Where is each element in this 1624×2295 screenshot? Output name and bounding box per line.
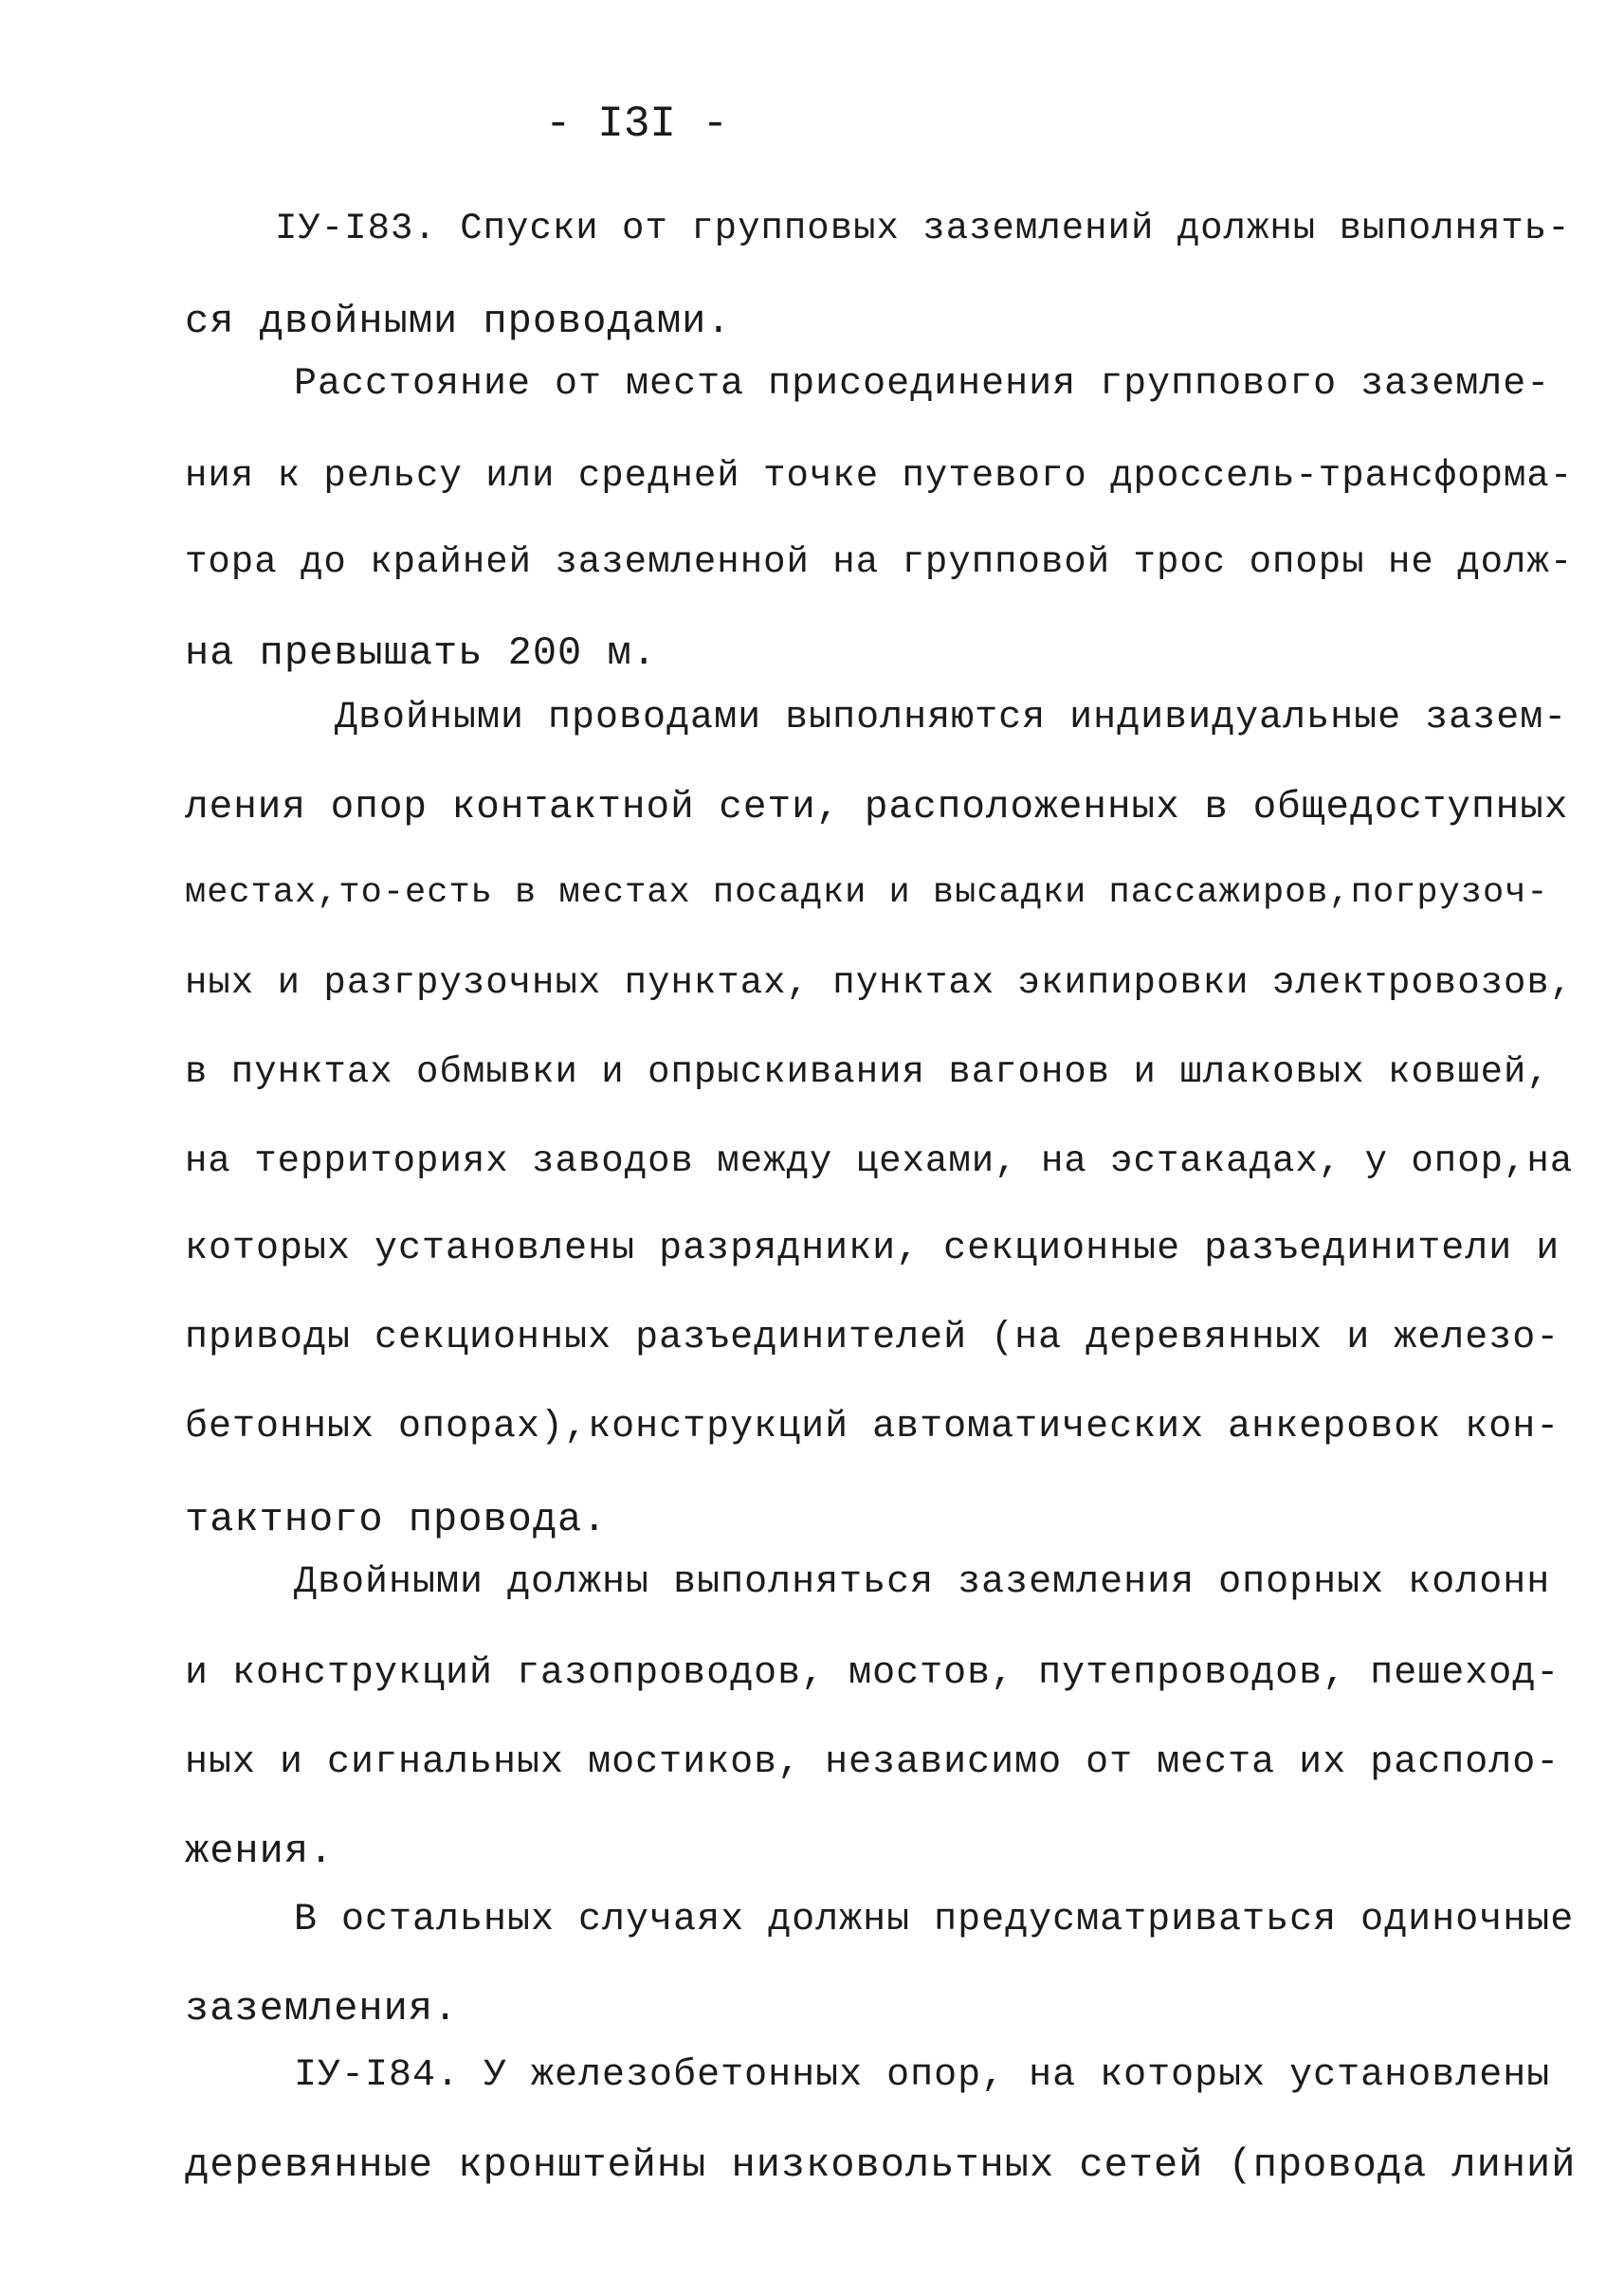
text-line: деревянные кронштейны низковольтных сетей (провода линий [185,2142,1577,2188]
text-line: Двойными должны выполняться заземления опорных колонн [294,1561,1551,1604]
text-line: которых установлены разрядники, секционные разъединители и [185,1228,1560,1270]
text-line: ся двойными проводами. [185,299,732,344]
text-line: ных и сигнальных мостиков, независимо от места их располо- [185,1741,1560,1784]
text-line: ных и разгрузочных пунктах, пунктах экипировки электровозов, [185,962,1574,1004]
text-line: IУ-I83. Спуски от групповых заземлений должны выполнять- [275,208,1571,249]
text-line: и конструкций газопроводов, мостов, путепроводов, пешеход- [185,1652,1560,1695]
text-line: местах,то-есть в местах посадки и высадки пассажиров,погрузоч- [185,873,1549,913]
text-line: Двойными проводами выполняются индивидуальные зазем- [335,697,1568,739]
page-number: - I3I - [545,100,729,149]
text-line: в пунктах обмывки и опрыскивания вагонов и шлаковых ковшей, [185,1051,1550,1093]
text-line: ления опор контактной сети, расположенных в общедоступных [185,786,1569,829]
text-line: жения. [185,1829,335,1874]
text-line: бетонных опорах),конструкций автоматических анкеровок кон- [185,1406,1560,1448]
text-line: тора до крайней заземленной на групповой трос опоры не долж- [185,541,1574,583]
text-line: тактного провода. [185,1497,608,1542]
text-line: на территориях заводов между цехами, на эстакадах, у опор,на [185,1140,1574,1182]
text-line: на превышать 200 м. [185,630,657,676]
text-line: ния к рельсу или средней точке путевого дроссель-трансформа- [185,455,1574,497]
text-line: заземления. [185,1986,459,2031]
text-line: приводы секционных разъединителей (на деревянных и железо- [185,1317,1560,1359]
text-line: В остальных случаях должны предусматриваться одиночные [294,1899,1575,1941]
text-line: Расстояние от места присоединения группового заземле- [294,363,1551,406]
text-line: IУ-I84. У железобетонных опор, на которых установлены [294,2054,1551,2097]
